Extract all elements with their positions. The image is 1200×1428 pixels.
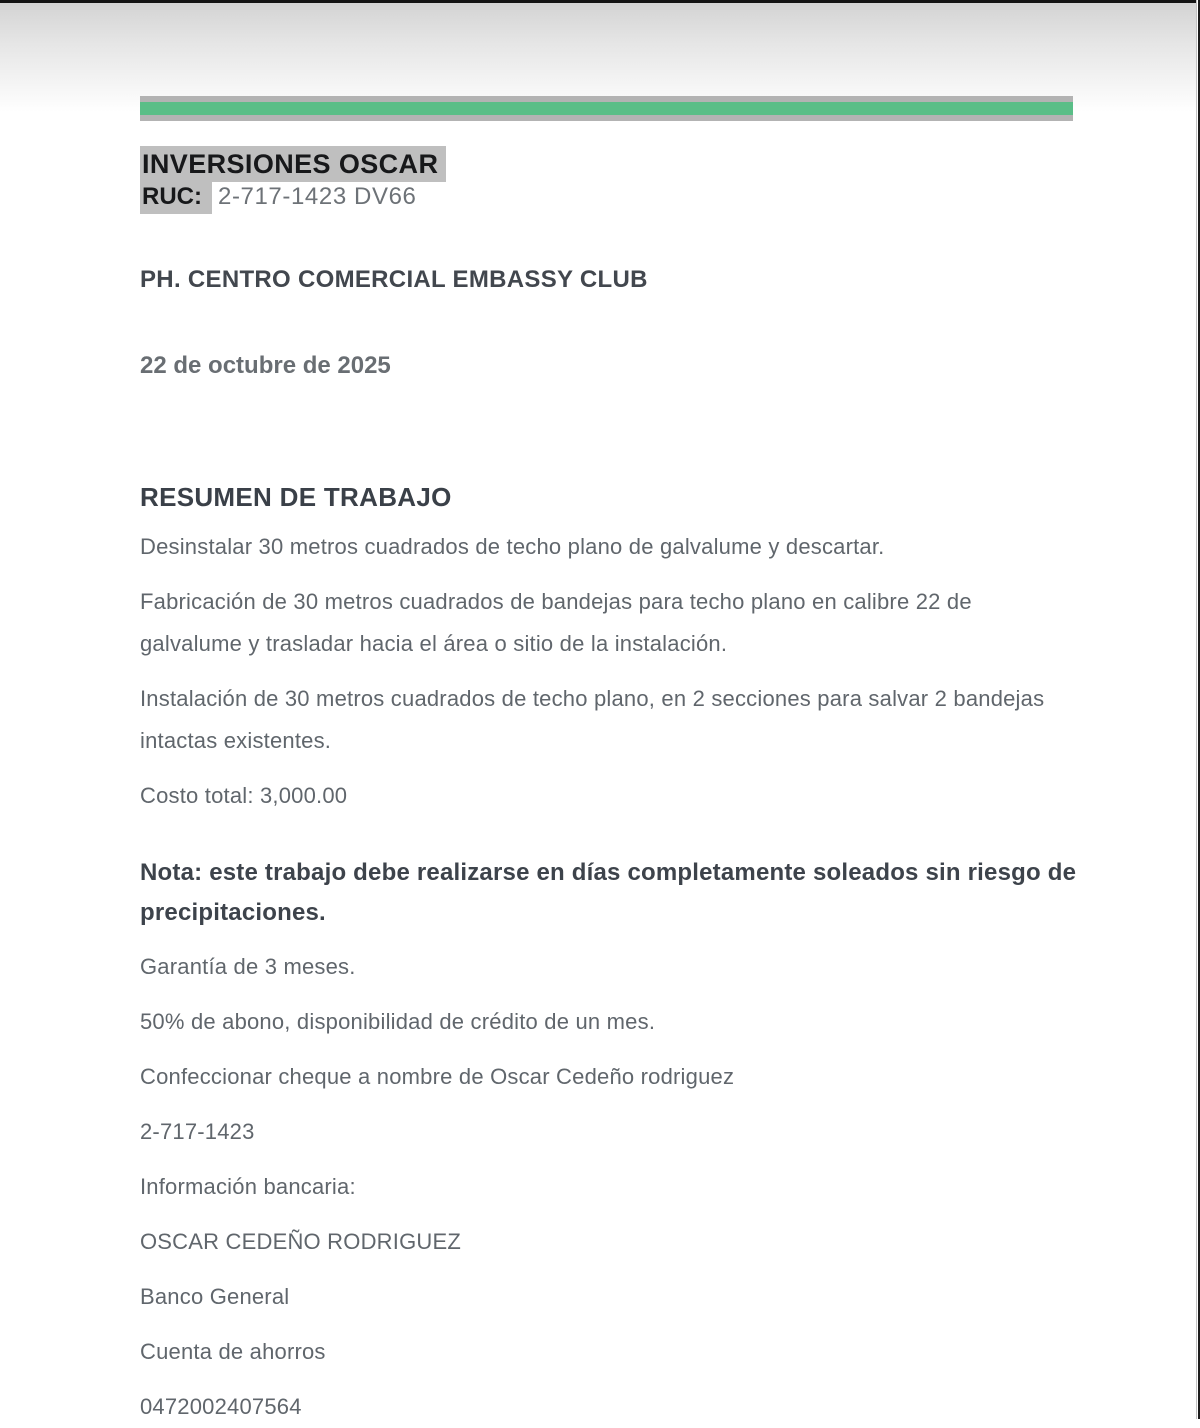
summary-title: RESUMEN DE TRABAJO [140,482,452,512]
right-edge-line [1196,0,1200,1419]
note-heading: Nota: este trabajo debe realizarse en días completamente soleados sin riesgo de precipitaciones. [140,859,1077,926]
term-warranty: Garantía de 3 meses. [140,954,356,979]
cost-total: Costo total: 3,000.00 [140,783,348,808]
term-id-number: 2-717-1423 [140,1119,255,1144]
bank-name: Banco General [140,1284,290,1309]
ruc-value: 2-717-1423 DV66 [218,183,417,210]
paragraph-instalacion: Instalación de 30 metros cuadrados de techo plano, en 2 secciones para salvar 2 bandejas intactas existentes. [140,686,1045,753]
green-accent-stripe [140,102,1073,115]
header-divider-bar [140,96,1073,121]
term-check-payee: Confeccionar cheque a nombre de Oscar Cedeño rodriguez [140,1064,735,1089]
bank-account-holder: OSCAR CEDEÑO RODRIGUEZ [140,1229,461,1254]
client-title: PH. CENTRO COMERCIAL EMBASSY CLUB [140,266,648,293]
top-edge-line [0,0,1200,3]
term-deposit: 50% de abono, disponibilidad de crédito de un mes. [140,1009,656,1034]
bank-account-number: 0472002407564 [140,1394,302,1419]
company-name [140,146,1080,182]
document-date: 22 de octubre de 2025 [140,352,391,379]
bank-info-label: Información bancaria: [140,1174,356,1199]
paragraph-fabricacion: Fabricación de 30 metros cuadrados de bandejas para techo plano en calibre 22 de galvalume y trasladar hacia el área o sitio de la instalación. [140,589,972,656]
paragraph-desinstalar: Desinstalar 30 metros cuadrados de techo plano de galvalume y descartar. [140,534,885,559]
company-name-text: INVERSIONES OSCAR [140,146,446,182]
bank-account-type: Cuenta de ahorros [140,1339,326,1364]
ruc-line [140,182,1080,214]
ruc-label: RUC: [140,182,212,214]
